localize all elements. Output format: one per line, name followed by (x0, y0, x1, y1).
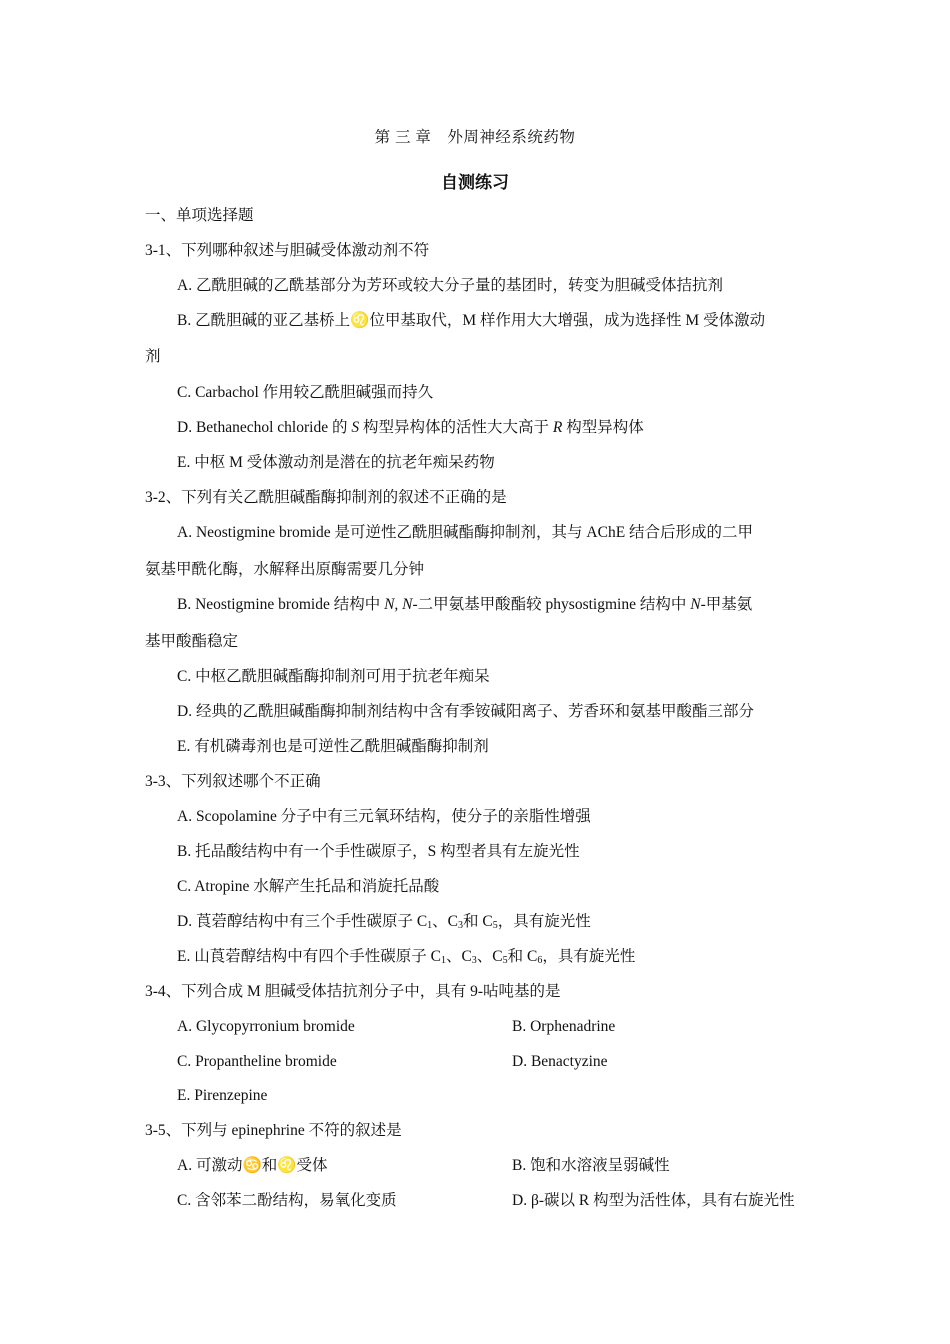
question-3-2-option-b-continued: 基甲酸酯稳定 (145, 633, 239, 650)
stereo-label-r: R (552, 419, 563, 436)
option-text: 和 C (463, 913, 493, 930)
option-text: 、C (432, 913, 459, 930)
chapter-heading: 第 三 章 外周神经系统药物 (374, 129, 576, 146)
subscript: 1 (427, 920, 433, 931)
option-text: D. Bethanechol chloride 的 (177, 419, 348, 436)
stereo-label-s: S (351, 419, 360, 436)
question-3-2-option-b (177, 595, 752, 615)
question-3-5-option-b: B. 饱和水溶液呈弱碱性 (512, 1157, 670, 1174)
option-text: 、C (445, 948, 472, 965)
question-3-5-option-c: C. 含邻苯二酚结构，易氧化变质 (177, 1192, 397, 1209)
question-3-4-option-e: E. Pirenzepine (177, 1087, 268, 1104)
question-3-2-option-c: C. 中枢乙酰胆碱酯酶抑制剂可用于抗老年痴呆 (177, 668, 490, 685)
question-3-4-option-c: C. Propantheline bromide (177, 1053, 337, 1070)
option-text: -二甲氨基甲酸酯较 physostigmine 结构中 (412, 596, 687, 613)
question-3-1-option-e: E. 中枢 M 受体激动剂是潜在的抗老年痴呆药物 (177, 454, 495, 471)
question-3-2-stem: 3-2、下列有关乙酰胆碱酯酶抑制剂的叙述不正确的是 (145, 489, 507, 506)
question-3-1-stem: 3-1、下列哪种叙述与胆碱受体激动剂不符 (145, 242, 430, 259)
subscript: 3 (471, 955, 477, 966)
page-title: 自测练习 (441, 173, 509, 192)
section-heading: 一、单项选择题 (145, 207, 254, 224)
question-3-4-option-d: D. Benactyzine (512, 1053, 608, 1070)
question-3-2-option-d: D. 经典的乙酰胆碱酯酶抑制剂结构中含有季铵碱阳离子、芳香环和氨基甲酸酯三部分 (177, 703, 754, 720)
question-3-5-option-d: D. β-碳以 R 构型为活性体，具有右旋光性 (512, 1192, 795, 1209)
option-text: 构型异构体的活性大大高于 (362, 419, 549, 436)
subscript: 6 (537, 955, 543, 966)
option-text: 、C (476, 948, 503, 965)
option-text: 构型异构体 (566, 419, 644, 436)
question-3-4-option-b: B. Orphenadrine (512, 1018, 616, 1035)
option-text: E. 山莨菪醇结构中有四个手性碳原子 C (177, 948, 441, 965)
question-3-2-option-a: A. Neostigmine bromide 是可逆性乙酰胆碱酯酶抑制剂，其与 AChE 结合后形成的二甲 (177, 524, 754, 541)
option-text: ，具有旋光性 (497, 913, 591, 930)
subscript: 5 (502, 955, 508, 966)
option-text: D. 莨菪醇结构中有三个手性碳原子 C (177, 913, 428, 930)
question-3-1-option-b: B. 乙酰胆碱的亚乙基桥上♌位甲基取代，M 样作用大大增强，成为选择性 M 受体激动 (177, 312, 766, 329)
question-3-4-option-a: A. Glycopyrronium bromide (177, 1018, 355, 1035)
question-3-1-option-b-continued: 剂 (145, 348, 161, 365)
question-3-2-option-a-continued: 氨基甲酰化酶，水解释出原酶需要几分钟 (145, 561, 425, 578)
subscript: 3 (458, 920, 464, 931)
question-3-1-option-a: A. 乙酰胆碱的乙酰基部分为芳环或较大分子量的基团时，转变为胆碱受体拮抗剂 (177, 277, 723, 294)
subscript: 5 (492, 920, 498, 931)
question-3-5-option-a: A. 可激动♋和♌受体 (177, 1157, 328, 1174)
nitrogen-label: N, N (384, 596, 413, 613)
option-text: 和 C (507, 948, 538, 965)
question-3-3-option-e (177, 947, 635, 971)
question-3-2-option-e: E. 有机磷毒剂也是可逆性乙酰胆碱酯酶抑制剂 (177, 738, 489, 755)
question-3-3-stem: 3-3、下列叙述哪个不正确 (145, 773, 321, 790)
question-3-4-stem: 3-4、下列合成 M 胆碱受体拮抗剂分子中，具有 9-呫吨基的是 (145, 983, 561, 1000)
option-text: B. Neostigmine bromide 结构中 (177, 596, 381, 613)
question-3-5-stem: 3-5、下列与 epinephrine 不符的叙述是 (145, 1122, 402, 1139)
question-3-3-option-a: A. Scopolamine 分子中有三元氧环结构，使分子的亲脂性增强 (177, 808, 591, 825)
subscript: 1 (440, 955, 446, 966)
question-3-3-option-d (177, 912, 591, 936)
option-text: -甲基氨 (700, 596, 753, 613)
question-3-1-option-d (177, 418, 644, 438)
question-3-1-option-c: C. Carbachol 作用较乙酰胆碱强而持久 (177, 384, 434, 401)
option-text: ，具有旋光性 (542, 948, 636, 965)
question-3-3-option-c: C. Atropine 水解产生托品和消旋托品酸 (177, 878, 440, 895)
question-3-3-option-b: B. 托品酸结构中有一个手性碳原子，S 构型者具有左旋光性 (177, 843, 580, 860)
nitrogen-label: N (690, 596, 701, 613)
